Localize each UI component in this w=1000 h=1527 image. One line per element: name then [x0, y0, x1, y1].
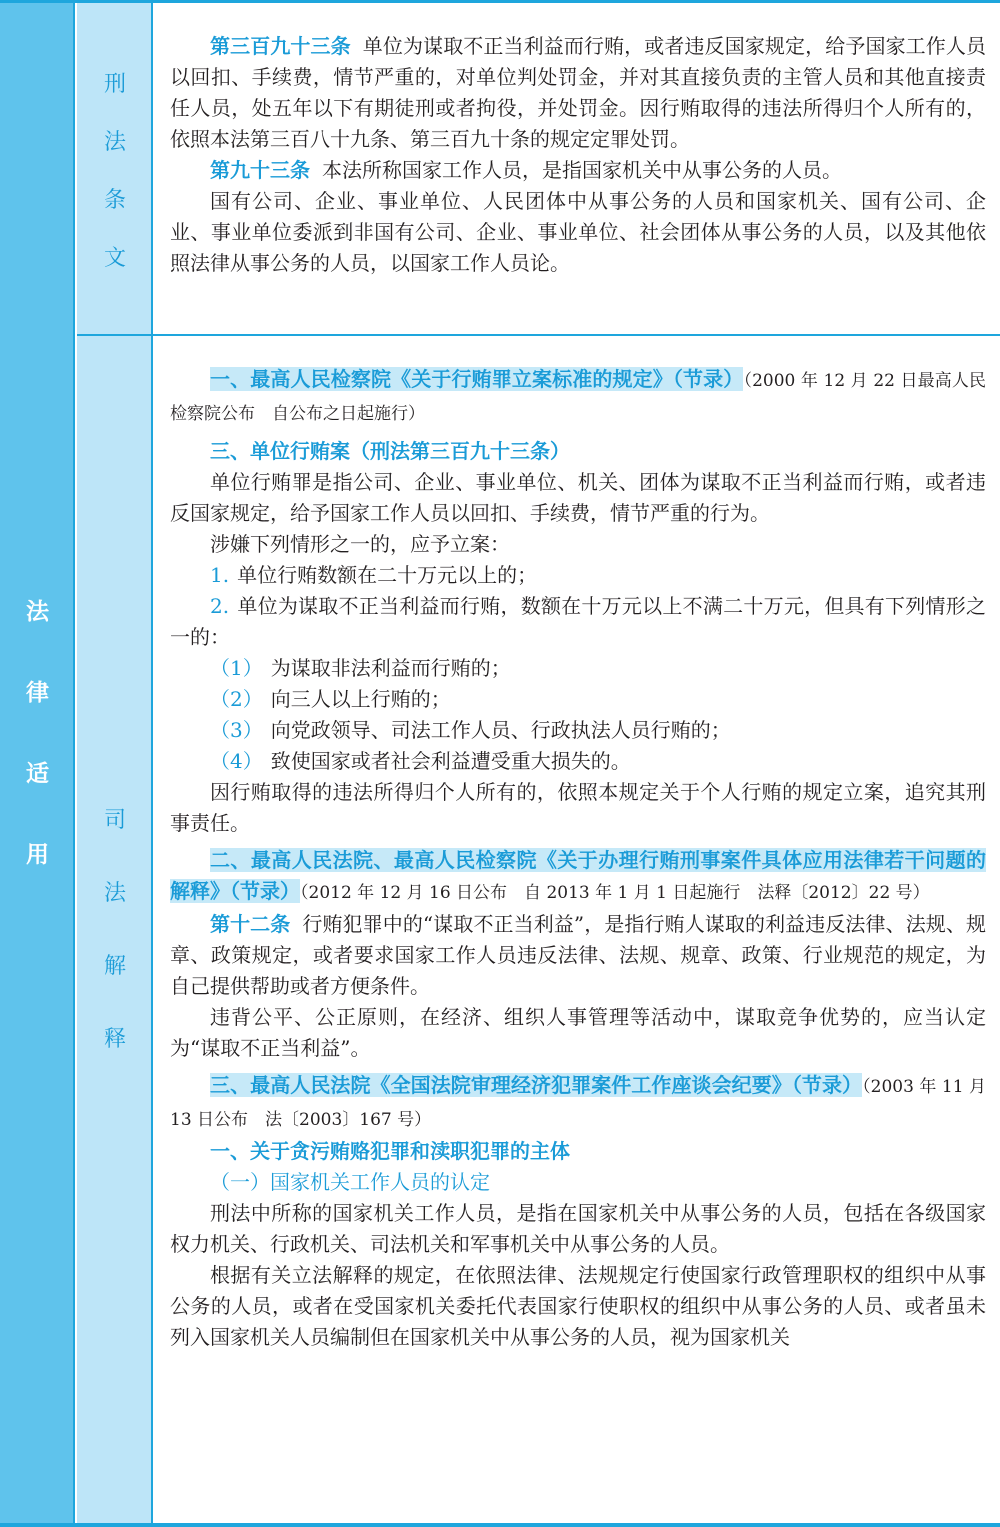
- doc-meta: （2003 年 11 月 13 日公布 法〔2003〕167 号）: [170, 1077, 986, 1130]
- paragraph: 因行贿取得的违法所得归个人所有的，依照本规定关于个人行贿的规定立案，追究其刑事责任。: [170, 780, 986, 835]
- doc-meta: （2000 年 12 月 22 日最高人民检察院公布 自公布之日起施行）: [170, 371, 987, 424]
- list-item: （3） 向党政领导、司法工作人员、行政执法人员行贿的；: [210, 718, 731, 742]
- category-char: 适: [26, 761, 49, 787]
- article-body: 本法所称国家工作人员，是指国家机关中从事公务的人员。: [322, 158, 842, 182]
- subcategory-label-criminal-law: [77, 70, 153, 302]
- list-item: （1） 为谋取非法利益而行贿的；: [210, 656, 511, 680]
- top-rule: [0, 0, 1000, 3]
- paragraph: 单位行贿罪是指公司、企业、事业单位、机关、团体为谋取不正当利益而行贿，或者违反国家规定，给予国家工作人员以回扣、手续费，情节严重的行为。: [170, 470, 986, 525]
- doc2-heading: [170, 845, 986, 909]
- article-body: 行贿犯罪中的“谋取不正当利益”，是指行贿人谋取的利益违反法律、法规、规章、政策规定，或者要求国家工作人员违反法律、法规、规章、政策、行业规范的规定，为自己提供帮助或者方便条件。: [170, 912, 986, 998]
- subcategory-char: 法: [103, 130, 126, 155]
- list-item: 1. 单位行贿数额在二十万元以上的；: [210, 563, 538, 587]
- category-char: 用: [26, 842, 49, 868]
- subcategory-char: 法: [103, 881, 126, 906]
- article-93-paragraph: 国有公司、企业、事业单位、人民团体中从事公务的人员和国家机关、国有公司、企业、事业单位委派到非国有公司、企业、事业单位、社会团体从事公务的人员，以及其他依照法律从事公务的人员，以国家工作人员论。: [170, 189, 986, 275]
- article-12: [170, 909, 986, 1002]
- list-item: （2） 向三人以上行贿的；: [210, 687, 451, 711]
- doc-meta: （2012 年 12 月 16 日公布 自 2013 年 1 月 1 日起施行 法释〔2012〕22 号）: [300, 883, 930, 903]
- doc-title: 二、最高人民法院、最高人民检察院《关于办理行贿刑事案件具体应用法律若干问题的解释》（节录）: [170, 848, 986, 903]
- list-item: 2. 单位为谋取不正当利益而行贿，数额在十万元以上不满二十万元，但具有下列情形之一的：: [170, 594, 986, 649]
- judicial-interpretations: [170, 364, 986, 1353]
- subcategory-label-judicial-interpretation: [77, 806, 153, 1098]
- doc3-heading: [170, 1070, 986, 1136]
- paragraph: 刑法中所称的国家机关工作人员，是指在国家机关中从事公务的人员，包括在各级国家权力机关、行政机关、司法机关和军事机关中从事公务的人员。: [170, 1201, 986, 1256]
- article-title: 第十二条: [210, 912, 291, 936]
- category-char: 法: [26, 599, 49, 625]
- article-393: [170, 31, 986, 155]
- subcategory-char: 刑: [103, 72, 126, 97]
- article-title: 第九十三条: [210, 158, 310, 182]
- subcategory-char: 释: [103, 1027, 126, 1052]
- doc-title: 三、最高人民法院《全国法院审理经济犯罪案件工作座谈会纪要》（节录）: [210, 1073, 863, 1097]
- article-93: [170, 155, 986, 186]
- subcategory-char: 条: [103, 188, 126, 213]
- paragraph: 违背公平、公正原则，在经济、组织人事管理等活动中，谋取竞争优势的，应当认定为“谋取不正当利益”。: [170, 1005, 986, 1060]
- subcategory-char: 文: [103, 246, 126, 271]
- doc1-subheading: 三、单位行贿案（刑法第三百九十三条）: [210, 439, 570, 463]
- article-title: 第三百九十三条: [210, 34, 351, 58]
- bottom-rule: [0, 1523, 1000, 1527]
- list-item: （4） 致使国家或者社会利益遭受重大损失的。: [210, 749, 631, 773]
- section-divider: [77, 334, 1000, 336]
- doc3-subsubheading: （一）国家机关工作人员的认定: [210, 1170, 490, 1194]
- paragraph: 根据有关立法解释的规定，在依照法律、法规规定行使国家行政管理职权的组织中从事公务的人员，或者在受国家机关委托代表国家行使职权的组织中从事公务的人员、或者虽未列入国家机关人员编制但在国家机关中从事公务的人员，视为国家机关: [170, 1263, 986, 1349]
- category-label-law-application: [0, 597, 75, 921]
- paragraph: 涉嫌下列情形之一的，应予立案：: [210, 532, 510, 556]
- subcategory-char: 解: [103, 954, 126, 979]
- doc1-heading: [170, 364, 986, 430]
- criminal-law-articles: [170, 31, 986, 279]
- category-char: 律: [26, 680, 49, 706]
- doc3-subheading: 一、关于贪污贿赂犯罪和渎职犯罪的主体: [210, 1139, 570, 1163]
- doc-title: 一、最高人民检察院《关于行贿罪立案标准的规定》（节录）: [210, 367, 744, 391]
- subcategory-char: 司: [103, 808, 126, 833]
- article-body: 单位为谋取不正当利益而行贿，或者违反国家规定，给予国家工作人员以回扣、手续费，情节严重的，对单位判处罚金，并对其直接负责的主管人员和其他直接责任人员，处五年以下有期徒刑或者拘役，并处罚金。因行贿取得的违法所得归个人所有的，依照本法第三百八十九条、第三百九十条的规定定罪处罚。: [170, 34, 987, 151]
